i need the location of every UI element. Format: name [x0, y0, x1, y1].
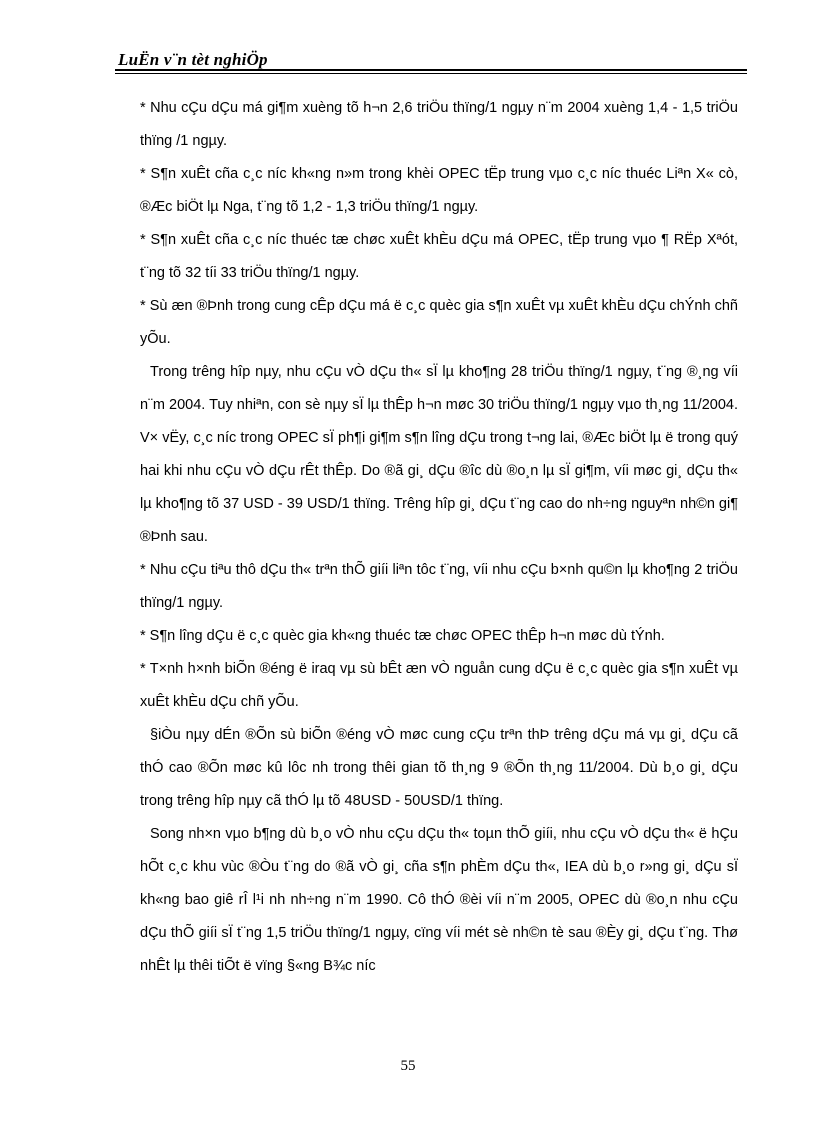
body-text	[140, 92, 738, 983]
paragraph-7: * S¶n lîng dÇu ë c¸c quèc gia kh«ng thuéc tæ chøc OPEC thÊp h¬n møc dù tÝnh.	[140, 628, 665, 644]
paragraph-4: * Sù æn ®Þnh trong cung cÊp dÇu má ë c¸c quèc gia s¶n xuÊt vµ xuÊt khÈu dÇu chÝnh chñ yÕu.	[140, 298, 738, 347]
header-title: LuËn v¨n tèt nghiÖp	[118, 50, 268, 69]
header-rule-thick	[115, 69, 747, 71]
paragraph-5: Trong trêng hîp nµy, nhu cÇu vÒ dÇu th« sÏ lµ kho¶ng 28 triÖu thïng/1 ngµy, t¨ng ®¸ng víi n¨m 2004. Tuy nhiªn, con sè nµy sÏ lµ thÊp h¬n møc 30 triÖu thïng/1 ngµy vµo th¸ng 11/2004. V× vËy, c¸c níc trong OPEC sÏ ph¶i gi¶m s¶n lîng dÇu trong t¬ng lai, ®Æc biÖt lµ ë trong quý hai khi nhu cÇu vÒ dÇu rÊt thÊp. Do ®ã gi¸ dÇu ®îc dù ®o¸n lµ sÏ gi¶m, víi møc gi¸ dÇu th« lµ kho¶ng tõ 37 USD - 39 USD/1 thïng. Trêng hîp gi¸ dÇu t¨ng cao do nh÷ng nguyªn nh©n gi¶ ®Þnh sau.	[140, 364, 738, 545]
page-number: 55	[400, 1058, 416, 1074]
paragraph-8: * T×nh h×nh biÕn ®éng ë iraq vµ sù bÊt æn vÒ nguån cung dÇu ë c¸c quèc gia s¶n xuÊt vµ xuÊt khÈu dÇu chñ yÕu.	[140, 661, 738, 710]
paragraph-3: * S¶n xuÊt cña c¸c níc thuéc tæ chøc xuÊt khÈu dÇu má OPEC, tËp trung vµo ¶ RËp Xªót, t¨ng tõ 32 tíi 33 triÖu thïng/1 ngµy.	[140, 232, 738, 281]
paragraph-9: §iÒu nµy dÉn ®Õn sù biÕn ®éng vÒ møc cung cÇu trªn thÞ trêng dÇu má vµ gi¸ dÇu cã thÓ cao ®Õn møc kû lôc nh trong thêi gian tõ th¸ng 9 ®Õn th¸ng 11/2004. Dù b¸o gi¸ dÇu trong trêng hîp nµy cã thÓ lµ tõ 48USD - 50USD/1 thïng.	[140, 727, 738, 809]
paragraph-10: Song nh×n vµo b¶ng dù b¸o vÒ nhu cÇu dÇu th« toµn thÕ giíi, nhu cÇu vÒ dÇu th« ë hÇu hÕt c¸c khu vùc ®Òu t¨ng do ®ã vÒ gi¸ cña s¶n phÈm dÇu th«, IEA dù b¸o r»ng gi¸ dÇu sÏ kh«ng bao giê rÎ l¹i nh nh÷ng n¨m 1990. Cô thÓ ®èi víi n¨m 2005, OPEC dù ®o¸n nhu cÇu dÇu thÕ giíi sÏ t¨ng 1,5 triÖu thïng/1 ngµy, cïng víi mét sè nh©n tè sau ®Èy gi¸ dÇu t¨ng. Thø nhÊt lµ thêi tiÕt ë vïng §«ng B¾c níc	[140, 826, 738, 974]
header-rule-thin	[115, 73, 747, 74]
paragraph-2: * S¶n xuÊt cña c¸c níc kh«ng n»m trong khèi OPEC tËp trung vµo c¸c níc thuéc Liªn X« cò, ®Æc biÖt lµ Nga, t¨ng tõ 1,2 - 1,3 triÖu thïng/1 ngµy.	[140, 166, 738, 215]
paragraph-1: * Nhu cÇu dÇu má gi¶m xuèng tõ h¬n 2,6 triÖu thïng/1 ngµy n¨m 2004 xuèng 1,4 - 1,5 triÖu thïng /1 ngµy.	[140, 100, 738, 149]
paragraph-6: * Nhu cÇu tiªu thô dÇu th« trªn thÕ giíi liªn tôc t¨ng, víi nhu cÇu b×nh qu©n lµ kho¶ng 2 triÖu thïng/1 ngµy.	[140, 562, 738, 611]
